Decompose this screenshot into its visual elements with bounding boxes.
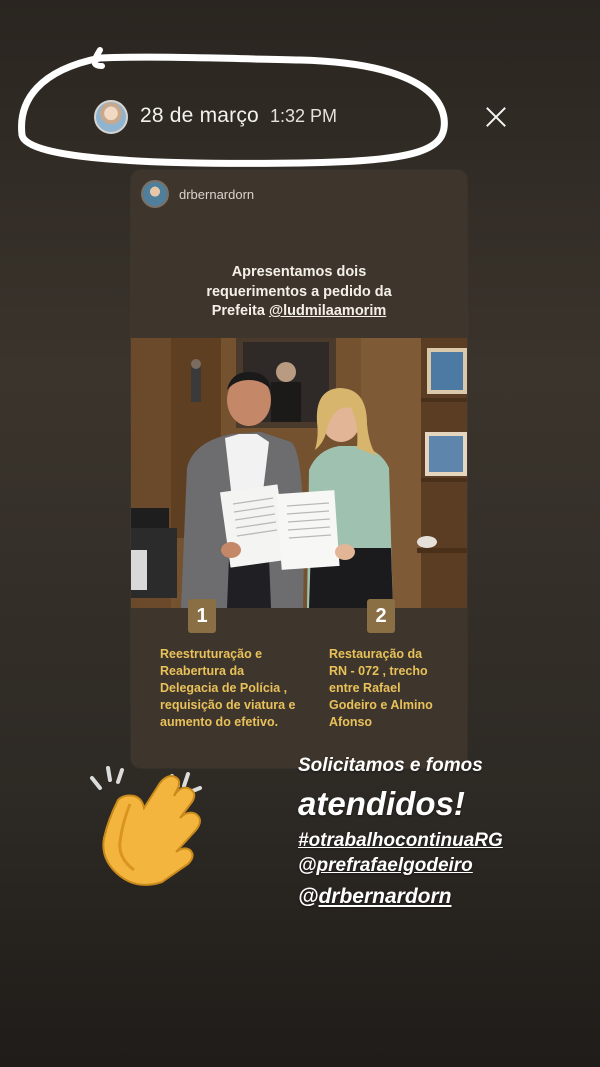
caption-line: Apresentamos dois — [231, 264, 367, 280]
post-caption — [171, 263, 427, 322]
item-description: Restauração da RN - 072 , trecho entre Rafael Godeiro e Almino Afonso — [329, 647, 433, 729]
caption-line: requerimentos a pedido da — [206, 283, 392, 300]
post-author-username[interactable]: drbernardorn — [179, 187, 255, 202]
story-header — [0, 0, 600, 160]
hashtag-link[interactable]: #otrabalhocontinuaRG — [298, 830, 503, 851]
overlay-headline: atendidos! — [298, 785, 465, 822]
story-date: 28 de março — [140, 104, 259, 127]
item-number-badge: 2 — [367, 599, 395, 633]
story-time: 1:32 PM — [270, 106, 338, 126]
overlay-line: Solicitamos e fomos — [298, 755, 483, 776]
mention-link[interactable] — [298, 885, 452, 909]
post-photo — [131, 338, 467, 608]
clapping-hands-icon — [78, 760, 218, 900]
caption-text: Prefeita — [211, 303, 269, 319]
mention-handle: prefrafaelgodeiro — [316, 855, 473, 876]
shared-post-card[interactable] — [131, 170, 467, 768]
mention-link[interactable] — [298, 855, 473, 877]
post-header — [131, 170, 467, 220]
item-number-badge: 1 — [188, 599, 216, 633]
close-icon[interactable] — [483, 104, 509, 130]
mention-at: @ — [298, 885, 319, 908]
mention-link[interactable]: @ludmilaamorim — [268, 303, 387, 319]
hand-drawn-circle — [0, 0, 600, 180]
mention-at: @ — [298, 855, 317, 876]
post-author-avatar[interactable] — [141, 180, 169, 208]
item-description: Reestruturação e Reabertura da Delegacia de Polícia , requisição de viatura e aumento do efetivo. — [160, 647, 296, 729]
caption-line — [171, 302, 427, 322]
mention-handle: drbernardorn — [318, 885, 452, 908]
request-list — [131, 605, 467, 768]
profile-avatar[interactable] — [94, 100, 128, 134]
